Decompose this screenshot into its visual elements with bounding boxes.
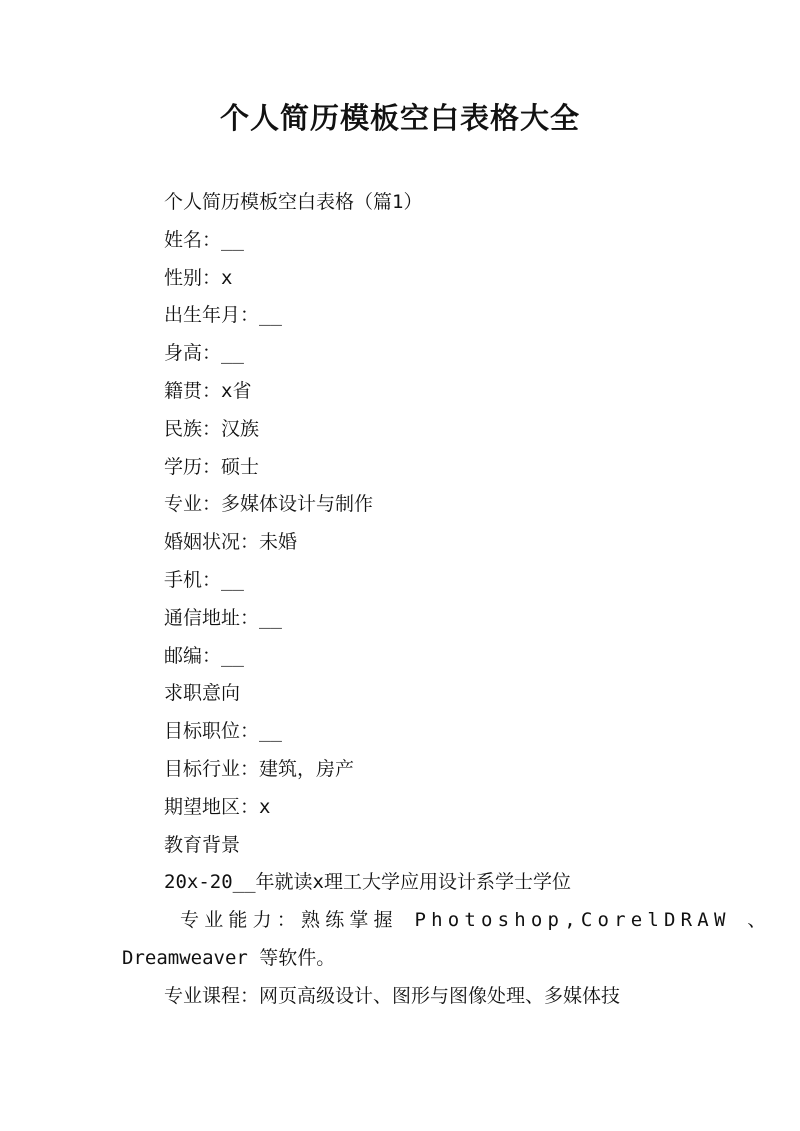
- professional-courses-line: 专业课程：网页高级设计、图形与图像处理、多媒体技: [164, 984, 621, 1007]
- heading-education-background: 教育背景: [164, 833, 241, 856]
- field-address: 通信地址：__: [164, 606, 282, 629]
- section-heading: 个人简历模板空白表格（篇1）: [164, 191, 423, 213]
- field-native-place: 籍贯：x省: [164, 379, 252, 402]
- professional-skills-line-2: Dreamweaver 等软件。: [122, 946, 336, 969]
- field-major: 专业：多媒体设计与制作: [164, 493, 374, 516]
- field-marital-status: 婚姻状况：未婚: [164, 531, 298, 554]
- field-education-level: 学历：硕士: [164, 455, 260, 478]
- field-postcode: 邮编：__: [164, 644, 244, 667]
- field-name: 姓名：__: [164, 228, 244, 251]
- field-height: 身高：__: [164, 342, 244, 365]
- field-ethnicity: 民族：汉族: [164, 417, 260, 440]
- document-body: [122, 184, 772, 1016]
- field-target-position: 目标职位：__: [164, 720, 282, 743]
- field-phone: 手机：__: [164, 568, 244, 591]
- field-target-industry: 目标行业：建筑，房产: [164, 757, 355, 780]
- heading-job-intention: 求职意向: [164, 682, 241, 705]
- document-title: 个人简历模板空白表格大全: [219, 101, 580, 135]
- field-expected-region: 期望地区：x: [164, 795, 271, 818]
- education-entry: 20x-20__年就读x理工大学应用设计系学士学位: [164, 871, 571, 894]
- field-birth-date: 出生年月：__: [164, 304, 282, 327]
- professional-skills-line-1: 专业能力：熟练掌握 Photoshop,CorelDRAW 、: [180, 909, 772, 932]
- field-gender: 性别：x: [164, 266, 233, 289]
